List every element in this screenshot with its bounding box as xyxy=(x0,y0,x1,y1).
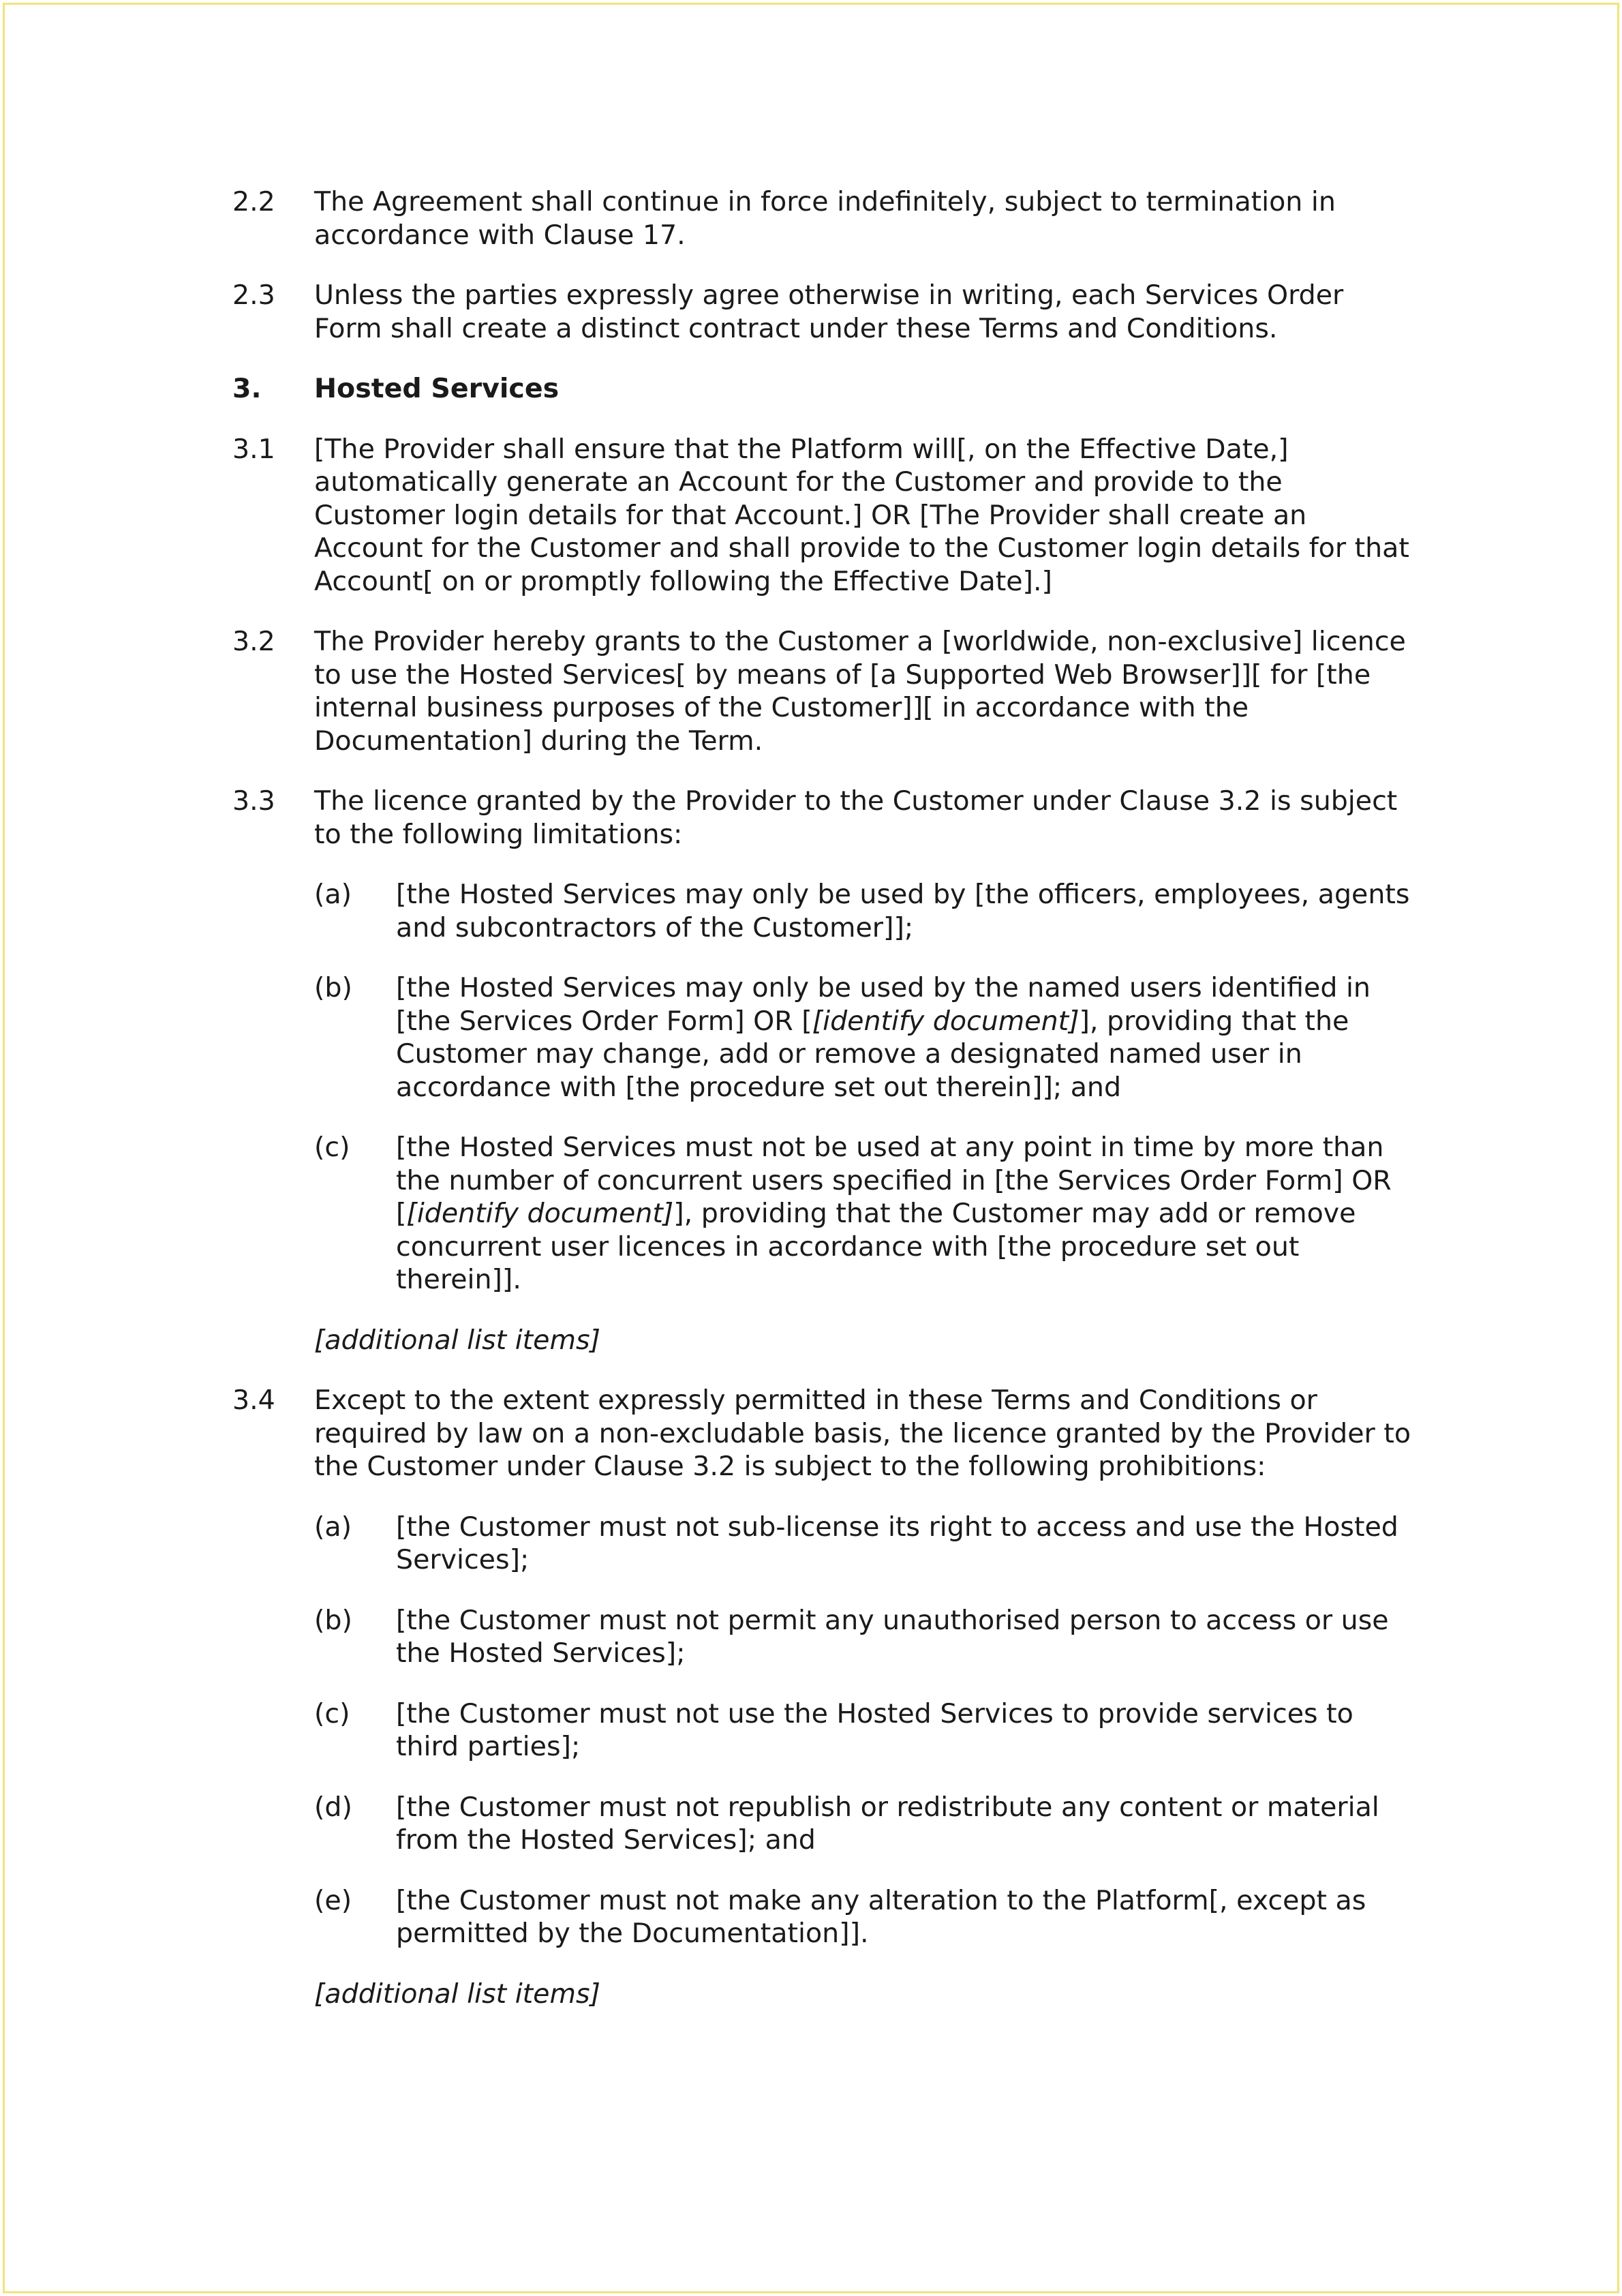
additional-list-items: [additional list items] xyxy=(314,1978,600,2010)
list-letter: (d) xyxy=(314,1791,352,1823)
clause-number: 3.4 xyxy=(232,1385,275,1416)
clause-text: Except to the extent expressly permitted in these Terms and Conditions or required by law on a non-excludable basis, the licence granted by the Provider to the Customer under Clause 3.2 is subject to the following prohibitions: xyxy=(314,1385,1411,1482)
clause-text: The Agreement shall continue in force indefinitely, subject to termination in accordance with Clause 17. xyxy=(314,186,1336,251)
clause-3-3 xyxy=(232,785,1411,851)
clause-3-4-a xyxy=(314,1511,1411,1577)
list-item-text xyxy=(396,971,1411,1104)
clause-3-4-d xyxy=(314,1791,1411,1857)
clause-text: The Provider hereby grants to the Customer a [worldwide, non-exclusive] licence to use the Hosted Services[ by means of [a Supported Web Browser]][ for [the internal business purposes of the Customer]][ in accordance with the Documentation] during the Term. xyxy=(314,626,1406,757)
clause-number: 2.3 xyxy=(232,280,275,311)
text-segment: [the Hosted Services may only be used by the named users identified in [the Services Order Form] OR [ xyxy=(396,972,1371,1037)
text-segment: ], providing that the Customer may add or remove concurrent user licences in accordance with [the procedure set out therein]]. xyxy=(396,1198,1356,1295)
additional-list-items: [additional list items] xyxy=(314,1324,600,1356)
clause-number: 3.1 xyxy=(232,433,275,465)
italic-placeholder: [identify document] xyxy=(406,1198,674,1229)
italic-placeholder: [identify document] xyxy=(812,1005,1080,1037)
text-segment: [the Hosted Services must not be used at any point in time by more than the number of concurrent users specified in [the Services Order Form] OR [ xyxy=(396,1132,1392,1229)
list-item-text: [the Customer must not sub-license its right to access and use the Hosted Services]; xyxy=(396,1511,1398,1575)
clause-text: [The Provider shall ensure that the Platform will[, on the Effective Date,] automatically generate an Account for the Customer and provide to the Customer login details for that Account.] OR [The Provider shall create an Account for the Customer and shall provide to the Customer login details for that Account[ on or promptly following the Effective Date].] xyxy=(314,433,1409,597)
list-letter: (a) xyxy=(314,879,352,910)
list-letter: (c) xyxy=(314,1132,350,1163)
clause-2-2 xyxy=(232,185,1411,252)
list-item-text: [the Customer must not use the Hosted Services to provide services to third parties]; xyxy=(396,1697,1353,1762)
clause-3-3-a xyxy=(314,878,1411,944)
list-letter: (e) xyxy=(314,1884,352,1916)
section-title: Hosted Services xyxy=(314,373,560,404)
clause-3-4-e xyxy=(314,1884,1411,1950)
clause-3-4 xyxy=(232,1384,1411,1483)
list-item-text: [the Hosted Services may only be used by [the officers, employees, agents and subcontractors of the Customer]]; xyxy=(396,879,1410,943)
clause-3-2 xyxy=(232,625,1411,757)
clause-3-4-c xyxy=(314,1697,1411,1764)
clause-2-3 xyxy=(232,279,1411,345)
clause-number: 3.3 xyxy=(232,785,275,817)
clause-3-3-b xyxy=(314,971,1411,1104)
clause-3-1 xyxy=(232,433,1411,599)
list-letter: (a) xyxy=(314,1511,352,1543)
section-heading-3 xyxy=(232,372,1411,406)
list-item-text xyxy=(396,1131,1411,1297)
list-item-text: [the Customer must not republish or redistribute any content or material from the Hosted Services]; and xyxy=(396,1791,1379,1856)
text-segment: ], providing that the Customer may change, add or remove a designated named user in accordance with [the procedure set out therein]]; and xyxy=(396,1005,1349,1103)
clause-number: 3.2 xyxy=(232,626,275,657)
clause-text: The licence granted by the Provider to the Customer under Clause 3.2 is subject to the following limitations: xyxy=(314,785,1398,850)
list-item-text: [the Customer must not make any alteration to the Platform[, except as permitted by the Documentation]]. xyxy=(396,1884,1366,1949)
list-letter: (b) xyxy=(314,1604,352,1636)
section-number: 3. xyxy=(232,373,262,404)
list-item-text: [the Customer must not permit any unauthorised person to access or use the Hosted Services]; xyxy=(396,1604,1389,1669)
clause-text: Unless the parties expressly agree otherwise in writing, each Services Order Form shall create a distinct contract under these Terms and Conditions. xyxy=(314,280,1344,344)
list-letter: (b) xyxy=(314,972,352,1003)
clause-3-4-b xyxy=(314,1604,1411,1670)
clause-number: 2.2 xyxy=(232,186,275,217)
list-letter: (c) xyxy=(314,1697,350,1729)
document-body xyxy=(232,185,1411,2038)
clause-3-3-c xyxy=(314,1131,1411,1297)
